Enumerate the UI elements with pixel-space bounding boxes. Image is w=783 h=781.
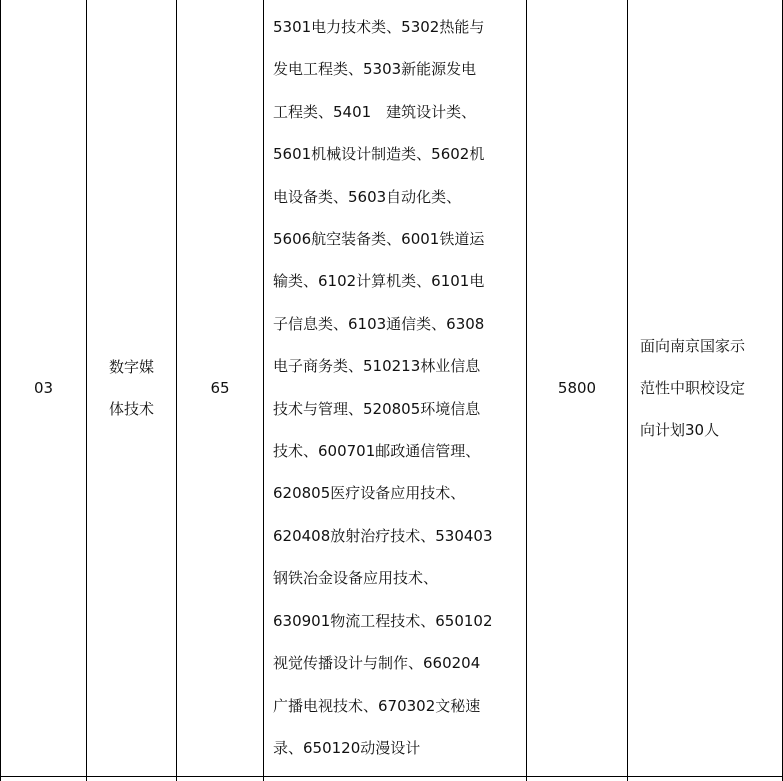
row-divider <box>0 776 783 777</box>
tuition-fee-text: 5800 <box>557 379 597 397</box>
major-name-text: 数字媒 体技术 <box>108 358 154 418</box>
table-cell-count <box>177 0 263 776</box>
table-cell-major <box>87 0 176 776</box>
index-text: 03 <box>33 379 54 397</box>
table-cell-note <box>628 0 782 776</box>
table-cell-index <box>1 0 86 776</box>
related-majors-text: 5301电力技术类、5302热能与 发电工程类、5303新能源发电 工程类、5401 建筑设计类、 5601机械设计制造类、5602机 电设备类、5603自动化类、 5606航空装备类、6001铁道运 输类、6102计算机类、6101电 子信息类、6103通信类、6308 电子商务类、510213林业信息 技术与管理、520805环境信息 技术、600701邮政通信管理、 620805医疗设备应用技术、 620408放射治疗技术、530403 钢铁冶金设备应用技术、 630901物流工程技术、650102 视觉传播设计与制作、660204 广播电视技术、670302文秘速 录、650120动漫设计 <box>273 18 493 757</box>
table-cell-codes <box>264 0 526 776</box>
table-cell-fee <box>527 0 627 776</box>
note-text: 面向南京国家示 范性中职校设定 向计划30人 <box>640 337 746 439</box>
plan-count-text: 65 <box>210 379 230 397</box>
